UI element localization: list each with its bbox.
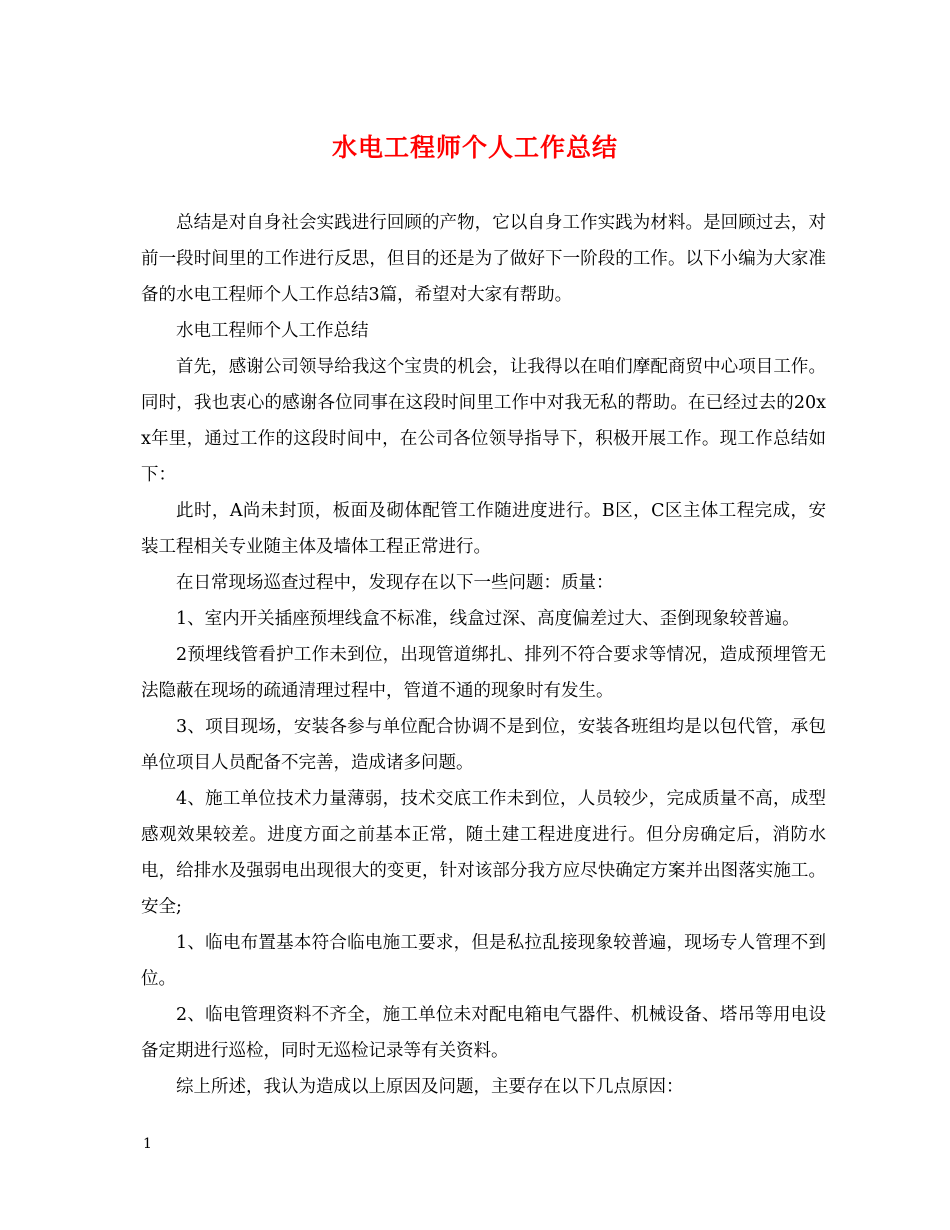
paragraph-safety-2: 2、临电管理资料不齐全，施工单位未对配电箱电气器件、机械设备、塔吊等用电设备定期进行巡检，同时无巡检记录等有关资料。	[141, 1005, 826, 1061]
paragraph-intro: 总结是对自身社会实践进行回顾的产物，它以自身工作实践为材料。是回顾过去，对前一段时间里的工作进行反思，但目的还是为了做好下一阶段的工作。以下小编为大家准备的水电工程师个人工作总结3篇，希望对大家有帮助。	[141, 213, 826, 305]
page-number: 1	[143, 1136, 152, 1152]
paragraph-subtitle: 水电工程师个人工作总结	[176, 321, 369, 341]
document-body	[141, 205, 826, 1105]
paragraph-summary: 综上所述，我认为造成以上原因及问题，主要存在以下几点原因：	[176, 1077, 684, 1097]
document-title: 水电工程师个人工作总结	[331, 133, 618, 162]
paragraph-safety-1: 1、临电布置基本符合临电施工要求，但是私拉乱接现象较普遍，现场专人管理不到位。	[141, 933, 826, 989]
paragraph-progress: 此时，A尚未封顶，板面及砌体配管工作随进度进行。B区，C区主体工程完成，安装工程相关专业随主体及墙体工程正常进行。	[141, 501, 826, 557]
paragraph-quality-1: 1、室内开关插座预埋线盒不标准，线盒过深、高度偏差过大、歪倒现象较普遍。	[176, 609, 800, 629]
paragraph-quality-3: 3、项目现场，安装各参与单位配合协调不是到位，安装各班组均是以包代管，承包单位项目人员配备不完善，造成诸多问题。	[141, 717, 826, 773]
paragraph-thanks: 首先，感谢公司领导给我这个宝贵的机会，让我得以在咱们摩配商贸中心项目工作。同时，我也衷心的感谢各位同事在这段时间里工作中对我无私的帮助。在已经过去的20xx年里，通过工作的这段时间中，在公司各位领导指导下，积极开展工作。现工作总结如下：	[141, 357, 826, 485]
paragraph-quality-2: 2预埋线管看护工作未到位，出现管道绑扎、排列不符合要求等情况，造成预埋管无法隐蔽在现场的疏通清理过程中，管道不通的现象时有发生。	[141, 645, 826, 701]
paragraph-inspection: 在日常现场巡查过程中，发现存在以下一些问题：质量：	[176, 573, 614, 593]
paragraph-quality-4: 4、施工单位技术力量薄弱，技术交底工作未到位，人员较少，完成质量不高，成型感观效果较差。进度方面之前基本正常，随土建工程进度进行。但分房确定后，消防水电，给排水及强弱电出现很大的变更，针对该部分我方应尽快确定方案并出图落实施工。安全;	[141, 789, 826, 917]
